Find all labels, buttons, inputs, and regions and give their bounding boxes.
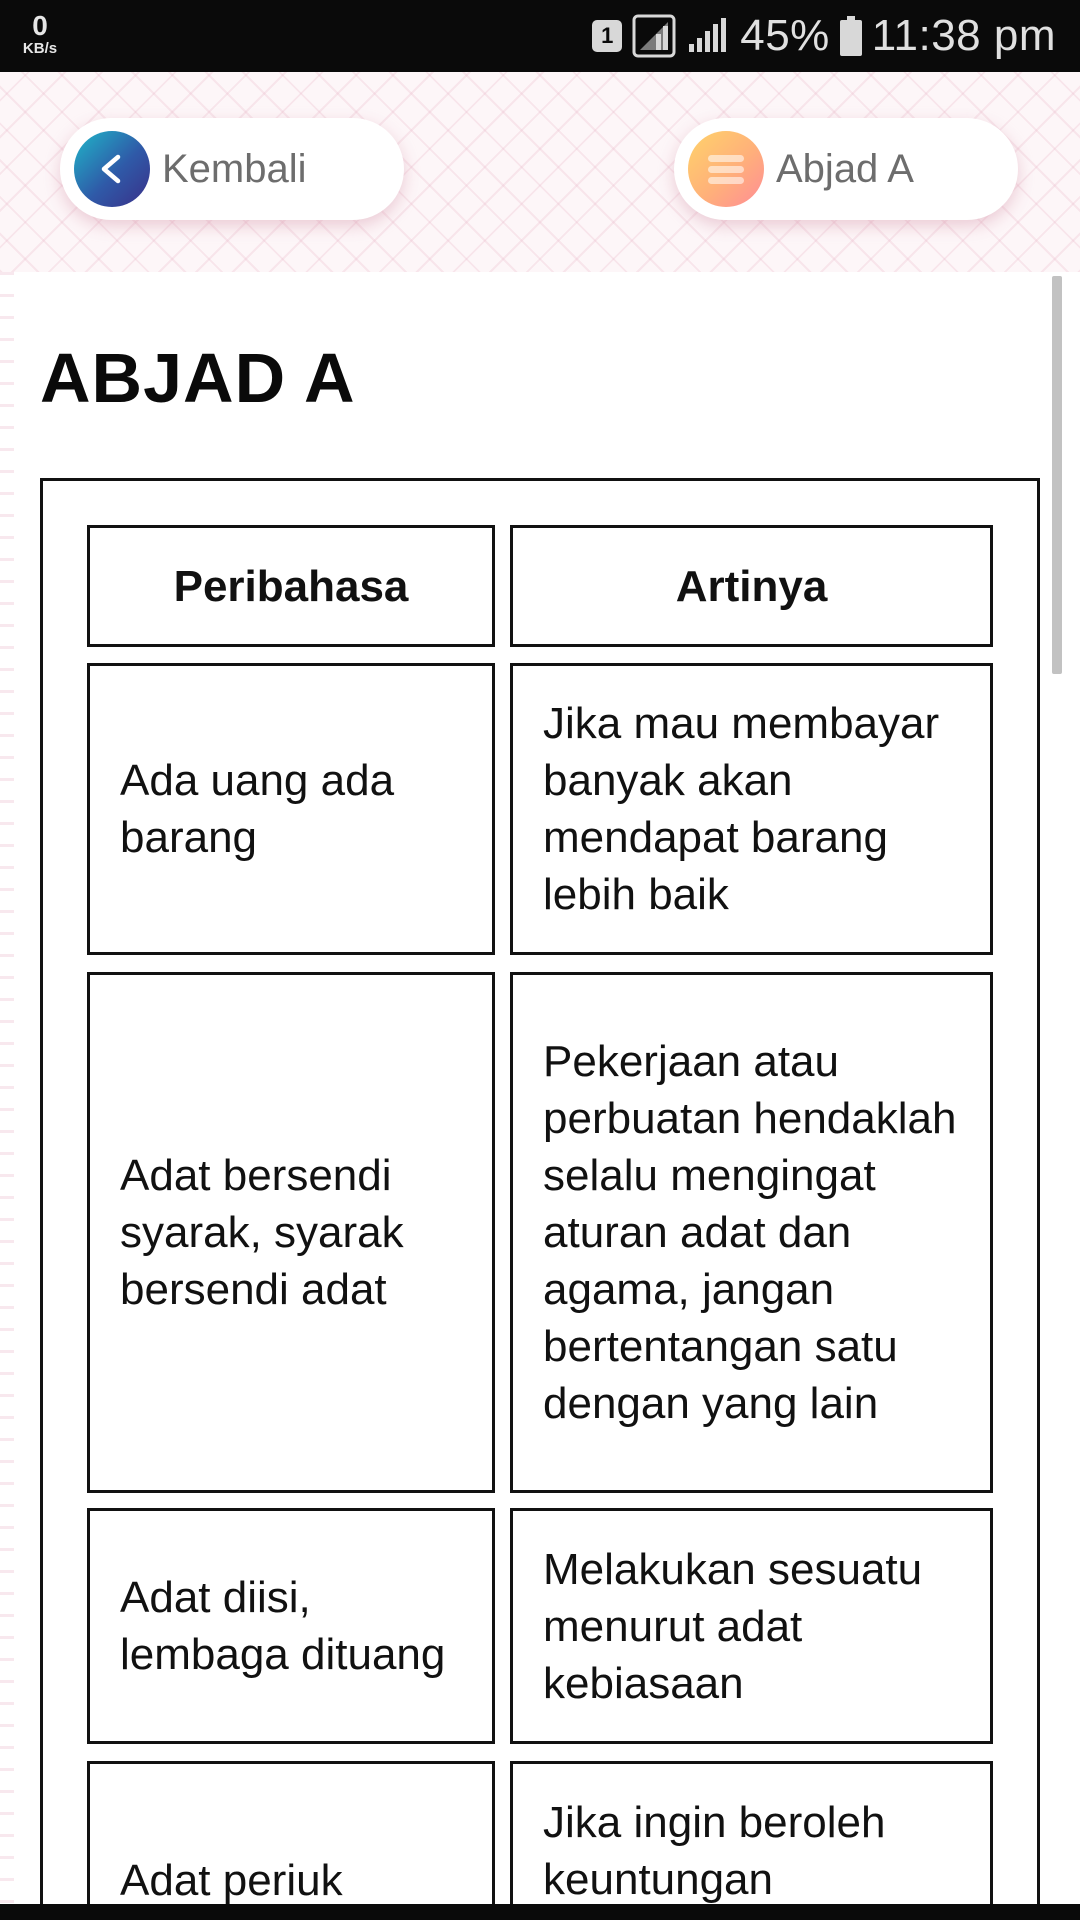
table-cell-peribahasa <box>87 663 495 955</box>
content-area[interactable] <box>0 272 1080 1904</box>
scrollbar-thumb[interactable] <box>1052 276 1062 674</box>
section-menu-button[interactable] <box>674 118 1018 220</box>
table-cell-artinya <box>510 1761 993 1904</box>
peribahasa-text: Adat periuk <box>120 1856 343 1904</box>
status-bar <box>0 0 1080 72</box>
table-cell-peribahasa <box>87 972 495 1493</box>
network-speed-value: 0 <box>32 10 48 41</box>
battery-icon <box>840 16 862 56</box>
chevron-left-icon <box>92 149 132 189</box>
side-pattern-decoration <box>0 272 14 1904</box>
back-button[interactable] <box>60 118 404 220</box>
sim-signal-icon <box>632 14 676 58</box>
back-button-label: Kembali <box>162 146 307 191</box>
column-header-peribahasa: Peribahasa <box>87 525 495 647</box>
network-speed-indicator <box>16 12 64 56</box>
table-cell-peribahasa <box>87 1508 495 1744</box>
status-icons <box>592 0 1056 72</box>
artinya-text: Jika ingin beroleh keuntungan <box>543 1798 886 1904</box>
peribahasa-text: Adat diisi, lembaga dituang <box>120 1573 446 1679</box>
clock: 11:38 pm <box>871 11 1056 60</box>
section-menu-label: Abjad A <box>776 146 914 191</box>
app-header <box>0 72 1080 272</box>
sim-slot-badge: 1 <box>592 20 622 52</box>
menu-icon <box>704 147 748 191</box>
bottom-edge <box>0 1904 1080 1920</box>
table-cell-peribahasa <box>87 1761 495 1904</box>
network-speed-unit: KB/s <box>22 40 58 57</box>
column-header-artinya: Artinya <box>510 525 993 647</box>
artinya-text: Pekerjaan atau perbuatan hendaklah selalu mengingat aturan adat dan agama, jangan bertentangan satu dengan yang lain <box>543 1037 957 1428</box>
peribahasa-text: Adat bersendi syarak, syarak bersendi adat <box>120 1151 404 1314</box>
artinya-text: Jika mau membayar banyak akan mendapat barang lebih baik <box>543 699 940 919</box>
page-title: ABJAD A <box>40 339 356 417</box>
proverb-table-container <box>40 478 1040 1904</box>
table-cell-artinya <box>510 1508 993 1744</box>
table-cell-artinya <box>510 663 993 955</box>
menu-icon-circle <box>688 131 764 207</box>
battery-percentage: 45% <box>740 11 830 60</box>
table-cell-artinya <box>510 972 993 1493</box>
artinya-text: Melakukan sesuatu menurut adat kebiasaan <box>543 1544 923 1708</box>
back-icon-circle <box>74 131 150 207</box>
peribahasa-text: Ada uang ada barang <box>120 756 395 862</box>
cell-signal-icon <box>686 14 730 58</box>
